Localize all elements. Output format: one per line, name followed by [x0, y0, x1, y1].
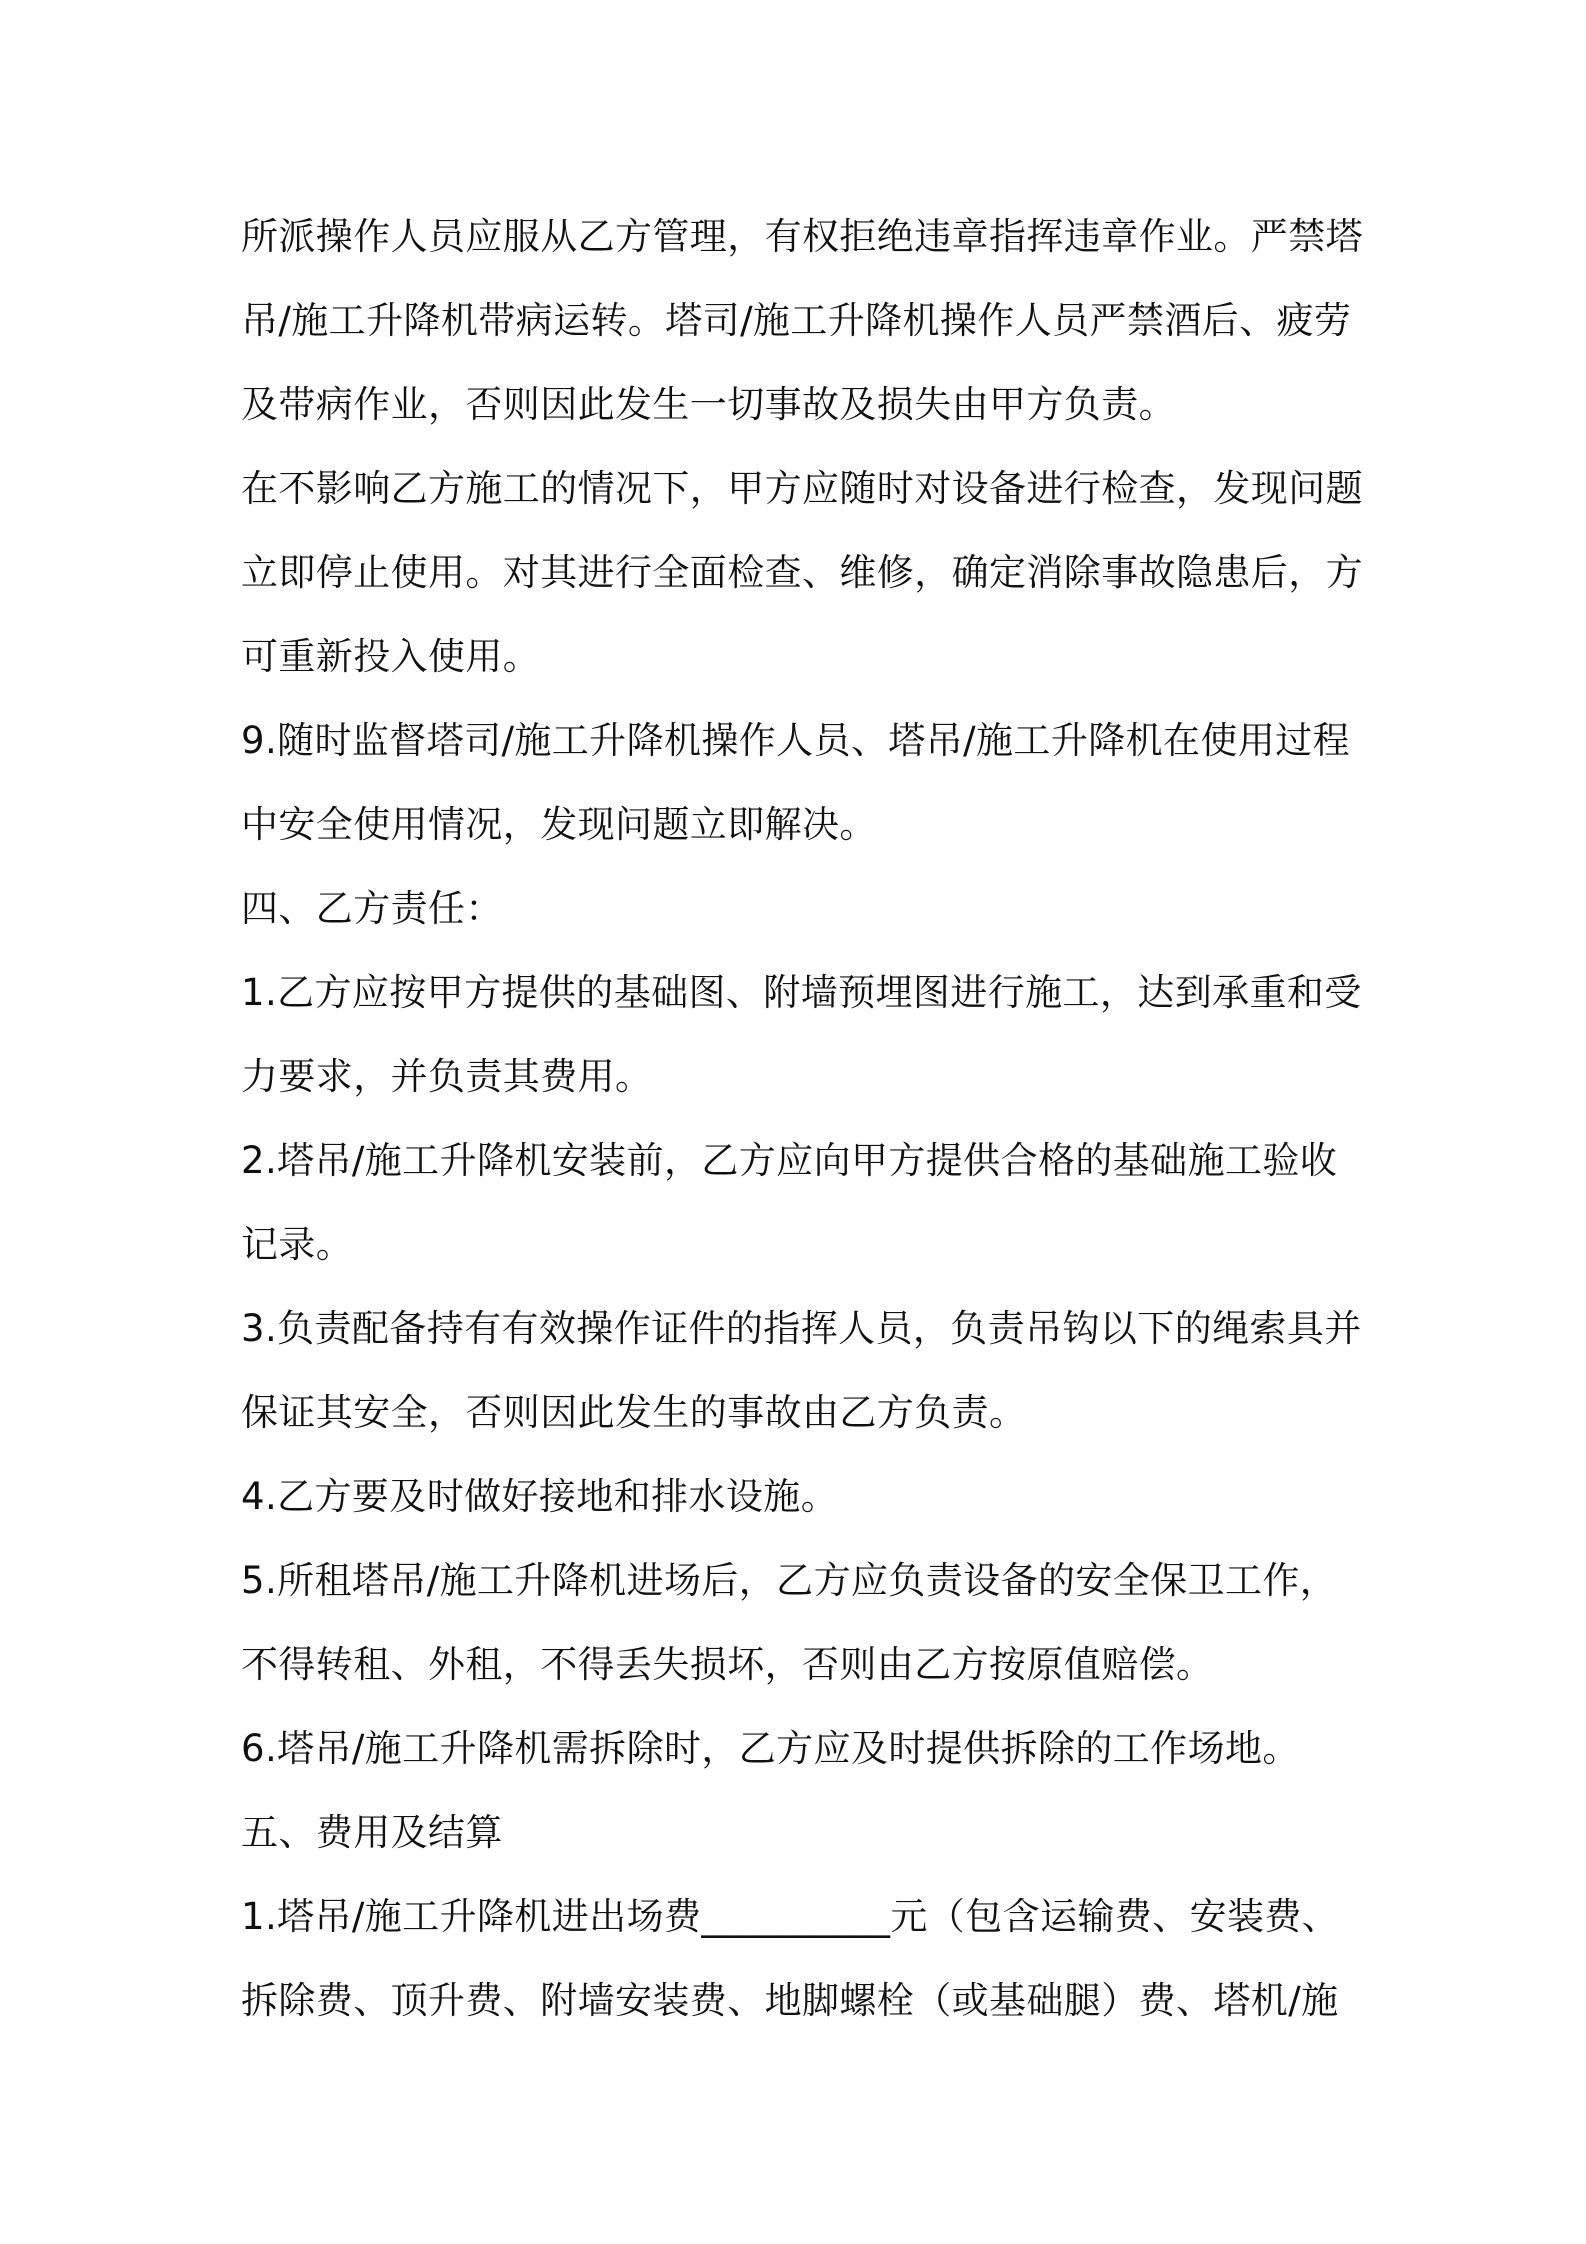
text-line: 3.负责配备持有有效操作证件的指挥人员，负责吊钩以下的绳索具并 [241, 1307, 1362, 1350]
text-line: 1.塔吊/施工升降机进出场费__________元（包含运输费、安装费、 [241, 1895, 1340, 1938]
text-line: 4.乙方要及时做好接地和排水设施。 [241, 1475, 839, 1518]
text-line: 保证其安全，否则因此发生的事故由乙方负责。 [241, 1391, 1027, 1434]
text-line: 6.塔吊/施工升降机需拆除时，乙方应及时提供拆除的工作场地。 [241, 1727, 1300, 1770]
text-line: 吊/施工升降机带病运转。塔司/施工升降机操作人员严禁酒后、疲劳 [241, 299, 1352, 342]
document-body [241, 195, 1361, 2043]
text-line: 立即停止使用。对其进行全面检查、维修，确定消除事故隐患后，方 [241, 551, 1363, 594]
text-line: 在不影响乙方施工的情况下，甲方应随时对设备进行检查，发现问题 [241, 467, 1363, 510]
text-line: 不得转租、外租，不得丢失损坏，否则由乙方按原值赔偿。 [241, 1643, 1214, 1686]
text-line: 力要求，并负责其费用。 [241, 1055, 653, 1098]
section-heading: 四、乙方责任： [241, 887, 503, 930]
text-line: 9.随时监督塔司/施工升降机操作人员、塔吊/施工升降机在使用过程 [241, 719, 1351, 762]
text-line: 拆除费、顶升费、附墙安装费、地脚螺栓（或基础腿）费、塔机/施 [241, 1979, 1339, 2022]
text-line: 及带病作业，否则因此发生一切事故及损失由甲方负责。 [241, 383, 1176, 426]
text-line: 5.所租塔吊/施工升降机进场后，乙方应负责设备的安全保卫工作， [241, 1559, 1338, 1602]
section-heading: 五、费用及结算 [241, 1811, 503, 1854]
text-line: 可重新投入使用。 [241, 635, 541, 678]
text-line: 所派操作人员应服从乙方管理，有权拒绝违章指挥违章作业。严禁塔 [241, 215, 1363, 258]
text-line: 1.乙方应按甲方提供的基础图、附墙预埋图进行施工，达到承重和受 [241, 971, 1362, 1014]
text-line: 中安全使用情况，发现问题立即解决。 [241, 803, 877, 846]
text-line: 记录。 [241, 1223, 354, 1266]
text-line: 2.塔吊/施工升降机安装前，乙方应向甲方提供合格的基础施工验收 [241, 1139, 1338, 1182]
